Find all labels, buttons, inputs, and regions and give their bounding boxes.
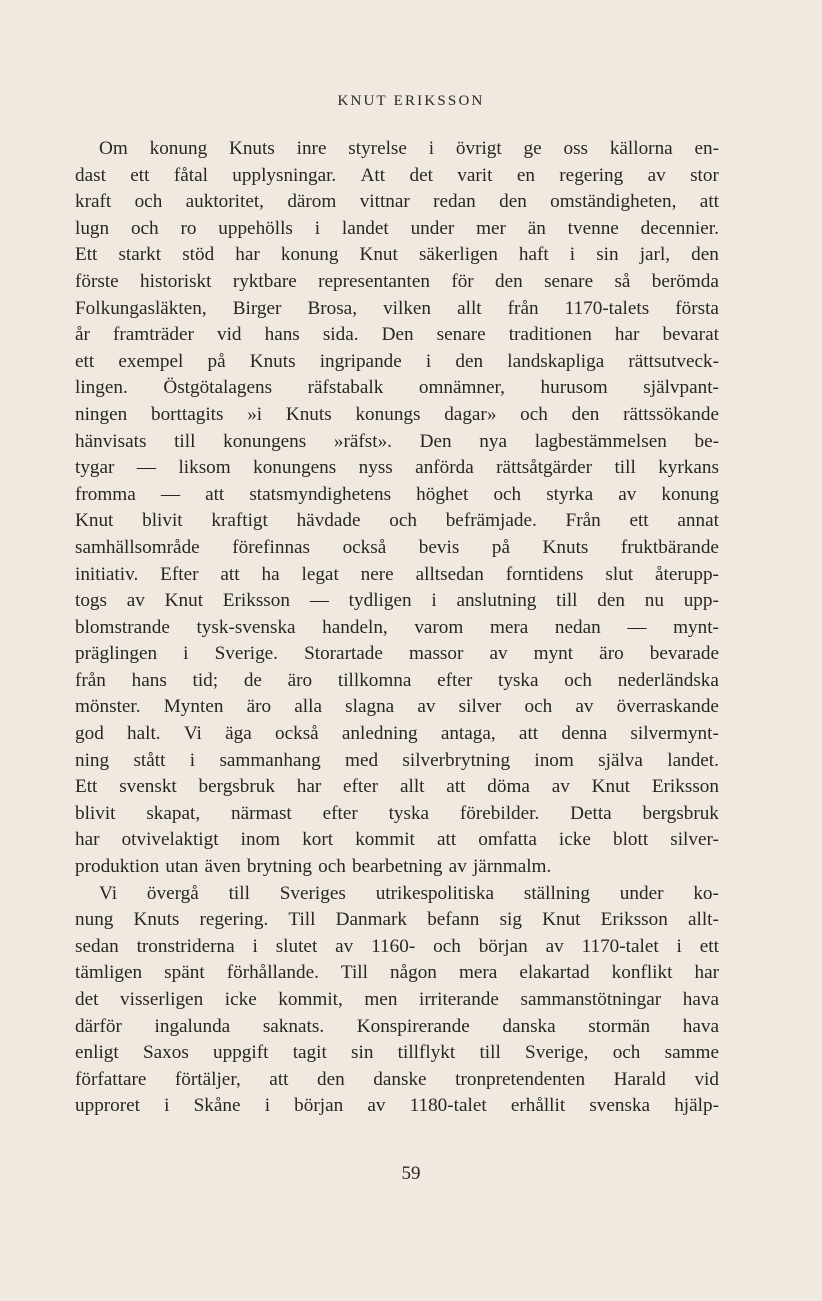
text-line: förste historiskt ryktbare representanten för den senare så berömda: [75, 270, 719, 292]
text-line: år framträder vid hans sida. Den senare traditionen har bevarat: [75, 324, 719, 346]
text-line: ett exempel på Knuts ingripande i den landskapliga rättsutveck-: [75, 350, 719, 372]
page-number: 59: [401, 1163, 421, 1184]
text-line: tygar — liksom konungens nyss anförda rättsåtgärder till kyrkans: [75, 457, 719, 479]
text-line: blivit skapat, närmast efter tyska förebilder. Detta bergsbruk: [75, 802, 719, 824]
text-line: sedan tronstriderna i slutet av 1160- och början av 1170-talet i ett: [75, 935, 719, 957]
text-line: Om konung Knuts inre styrelse i övrigt ge oss källorna en-: [99, 138, 719, 159]
text-line: Ett svenskt bergsbruk har efter allt att döma av Knut Eriksson: [75, 776, 719, 798]
paragraph-1: [75, 136, 719, 881]
text-line: Folkungasläkten, Birger Brosa, vilken allt från 1170-talets första: [75, 297, 719, 319]
text-line: mönster. Mynten äro alla slagna av silver och av överraskande: [75, 696, 719, 718]
text-line: Knut blivit kraftigt hävdade och befrämjade. Från ett annat: [75, 510, 719, 532]
text-line: därför ingalunda saknats. Konspirerande danska stormän hava: [75, 1015, 719, 1037]
text-line: ning stått i sammanhang med silverbrytning inom själva landet.: [75, 749, 719, 771]
text-line: upproret i Skåne i början av 1180-talet erhållit svenska hjälp-: [75, 1095, 719, 1117]
text-line: togs av Knut Eriksson — tydligen i anslutning till den nu upp-: [75, 590, 719, 612]
text-line: präglingen i Sverige. Storartade massor av mynt äro bevarade: [75, 643, 719, 665]
text-line: nung Knuts regering. Till Danmark befann sig Knut Eriksson allt-: [75, 909, 719, 931]
text-line: samhällsområde förefinnas också bevis på Knuts fruktbärande: [75, 536, 719, 558]
text-line: lugn och ro uppehölls i landet under mer än tvenne decennier.: [75, 217, 719, 239]
text-line: Ett starkt stöd har konung Knut säkerligen haft i sin jarl, den: [75, 244, 719, 266]
text-line: produktion utan även brytning och bearbetning av järnmalm.: [75, 856, 552, 878]
text-line: från hans tid; de äro tillkomna efter tyska och nederländska: [75, 669, 719, 691]
text-line: fromma — att statsmyndighetens höghet och styrka av konung: [75, 483, 719, 505]
text-line: det visserligen icke kommit, men irriterande sammanstötningar hava: [75, 989, 719, 1010]
running-head: KNUT ERIKSSON: [337, 93, 485, 109]
text-line: författare förtäljer, att den danske tronpretendenten Harald vid: [75, 1068, 719, 1090]
body-text: [75, 136, 719, 1120]
text-line: initiativ. Efter att ha legat nere alltsedan forntidens slut återupp-: [75, 563, 719, 585]
text-line: dast ett fåtal upplysningar. Att det varit en regering av stor: [75, 164, 719, 186]
text-line: Vi övergå till Sveriges utrikespolitiska ställning under ko-: [99, 882, 719, 904]
text-line: har otvivelaktigt inom kort kommit att omfatta icke blott silver-: [75, 829, 719, 851]
paragraph-2: [75, 881, 719, 1120]
text-line: enligt Saxos uppgift tagit sin tillflykt till Sverige, och samme: [75, 1042, 719, 1064]
text-line: blomstrande tysk-svenska handeln, varom mera nedan — mynt-: [75, 616, 719, 638]
text-line: lingen. Östgötalagens räfstabalk omnämner, hurusom självpant-: [75, 377, 719, 399]
text-line: god halt. Vi äga också anledning antaga, att denna silvermynt-: [75, 723, 719, 745]
text-line: tämligen spänt förhållande. Till någon mera elakartad konflikt har: [75, 962, 719, 984]
text-line: ningen borttagits »i Knuts konungs dagar» och den rättssökande: [75, 403, 719, 425]
text-line: hänvisats till konungens »räfst». Den nya lagbestämmelsen be-: [75, 430, 719, 452]
text-line: kraft och auktoritet, därom vittnar redan den omständigheten, att: [75, 191, 719, 213]
